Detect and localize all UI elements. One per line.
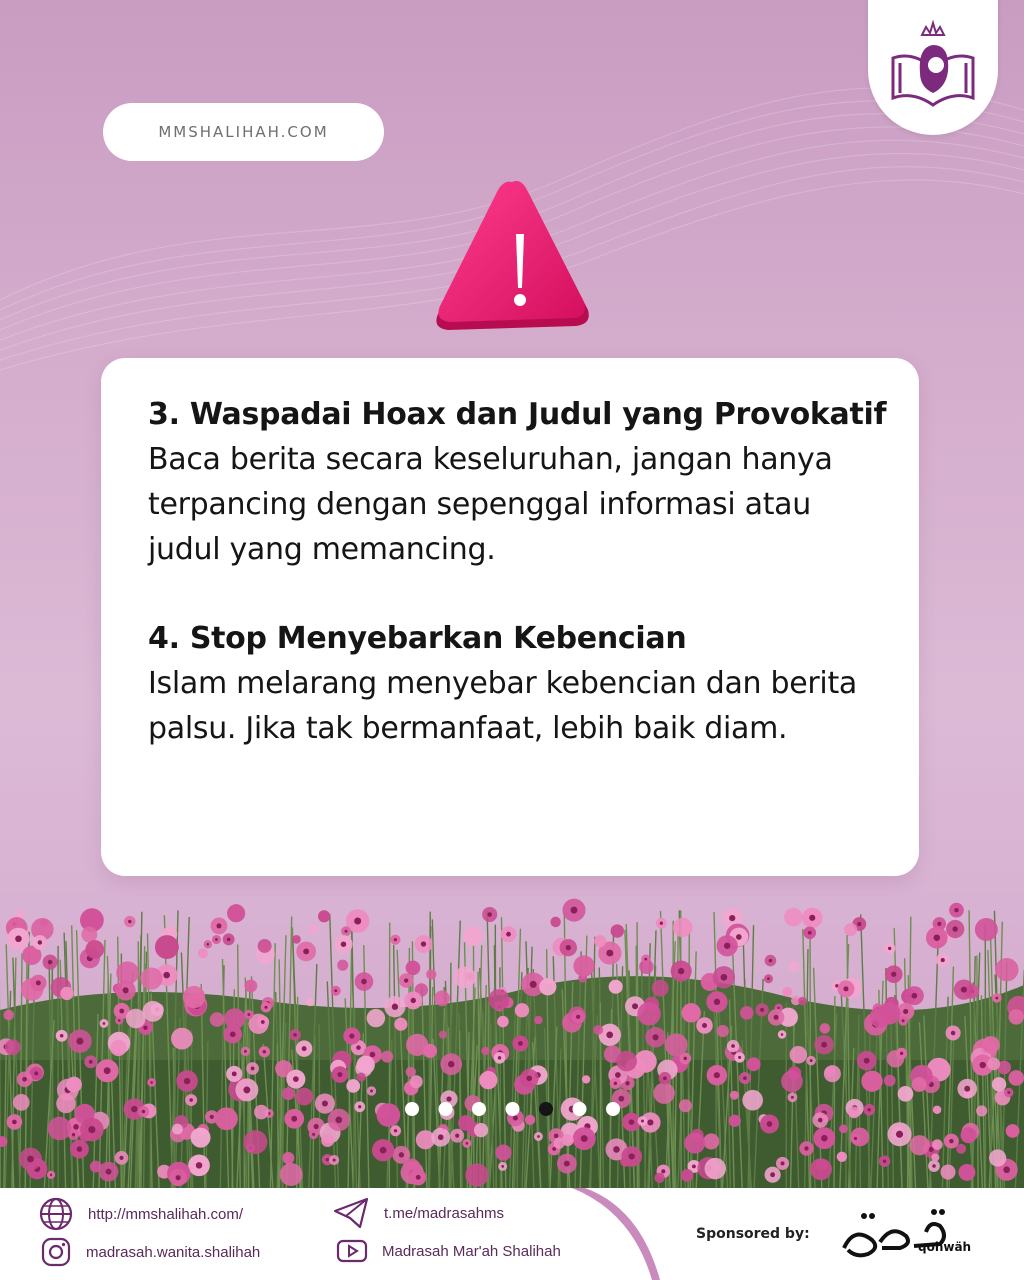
- content-card-body: [148, 392, 888, 751]
- footer-telegram[interactable]: [332, 1196, 504, 1230]
- flower-meadow-image: [0, 890, 1024, 1190]
- telegram-icon: [332, 1196, 370, 1230]
- site-url-pill: [103, 103, 384, 161]
- item-3-title: 3. Waspadai Hoax dan Judul yang Provokatif: [148, 397, 887, 432]
- footer-youtube[interactable]: [336, 1238, 561, 1264]
- footer-instagram[interactable]: [40, 1236, 260, 1268]
- carousel-dot[interactable]: [472, 1102, 486, 1116]
- carousel-dot[interactable]: [405, 1102, 419, 1116]
- footer-telegram-label: t.me/madrasahms: [384, 1204, 505, 1222]
- footer-instagram-label: madrasah.wanita.shalihah: [86, 1243, 261, 1261]
- globe-icon: [38, 1196, 74, 1232]
- footer-youtube-label: Madrasah Mar'ah Shalihah: [382, 1242, 561, 1260]
- qohwah-sponsor-logo-icon: [830, 1196, 980, 1276]
- brand-logo-badge: [868, 0, 998, 135]
- carousel-dot[interactable]: [606, 1102, 620, 1116]
- footer-website[interactable]: [38, 1196, 243, 1232]
- item-3-body: Baca berita secara keseluruhan, jangan hanya terpancing dengan sepenggal informasi atau judul yang memancing.: [148, 442, 833, 567]
- carousel-dot[interactable]: [506, 1102, 520, 1116]
- content-card: [101, 358, 919, 876]
- site-url-label: MMSHALIHAH.COM: [158, 123, 329, 141]
- warning-icon: [428, 178, 596, 338]
- sponsored-label: Sponsored by:: [696, 1226, 810, 1242]
- youtube-icon: [336, 1238, 368, 1264]
- footer-website-label: http://mmshalihah.com/: [88, 1205, 244, 1223]
- item-4-body: Islam melarang menyebar kebencian dan berita palsu. Jika tak bermanfaat, lebih baik diam.: [148, 666, 857, 746]
- instagram-icon: [40, 1236, 72, 1268]
- carousel-dot[interactable]: [573, 1102, 587, 1116]
- madrasah-logo-icon: [878, 13, 988, 113]
- sponsor-name: qohwäh: [918, 1240, 972, 1254]
- carousel-pagination: [0, 1101, 1024, 1117]
- item-4-title: 4. Stop Menyebarkan Kebencian: [148, 621, 687, 656]
- carousel-dot[interactable]: [439, 1102, 453, 1116]
- carousel-dot-active[interactable]: [539, 1102, 553, 1116]
- footer-bar: [0, 1188, 1024, 1280]
